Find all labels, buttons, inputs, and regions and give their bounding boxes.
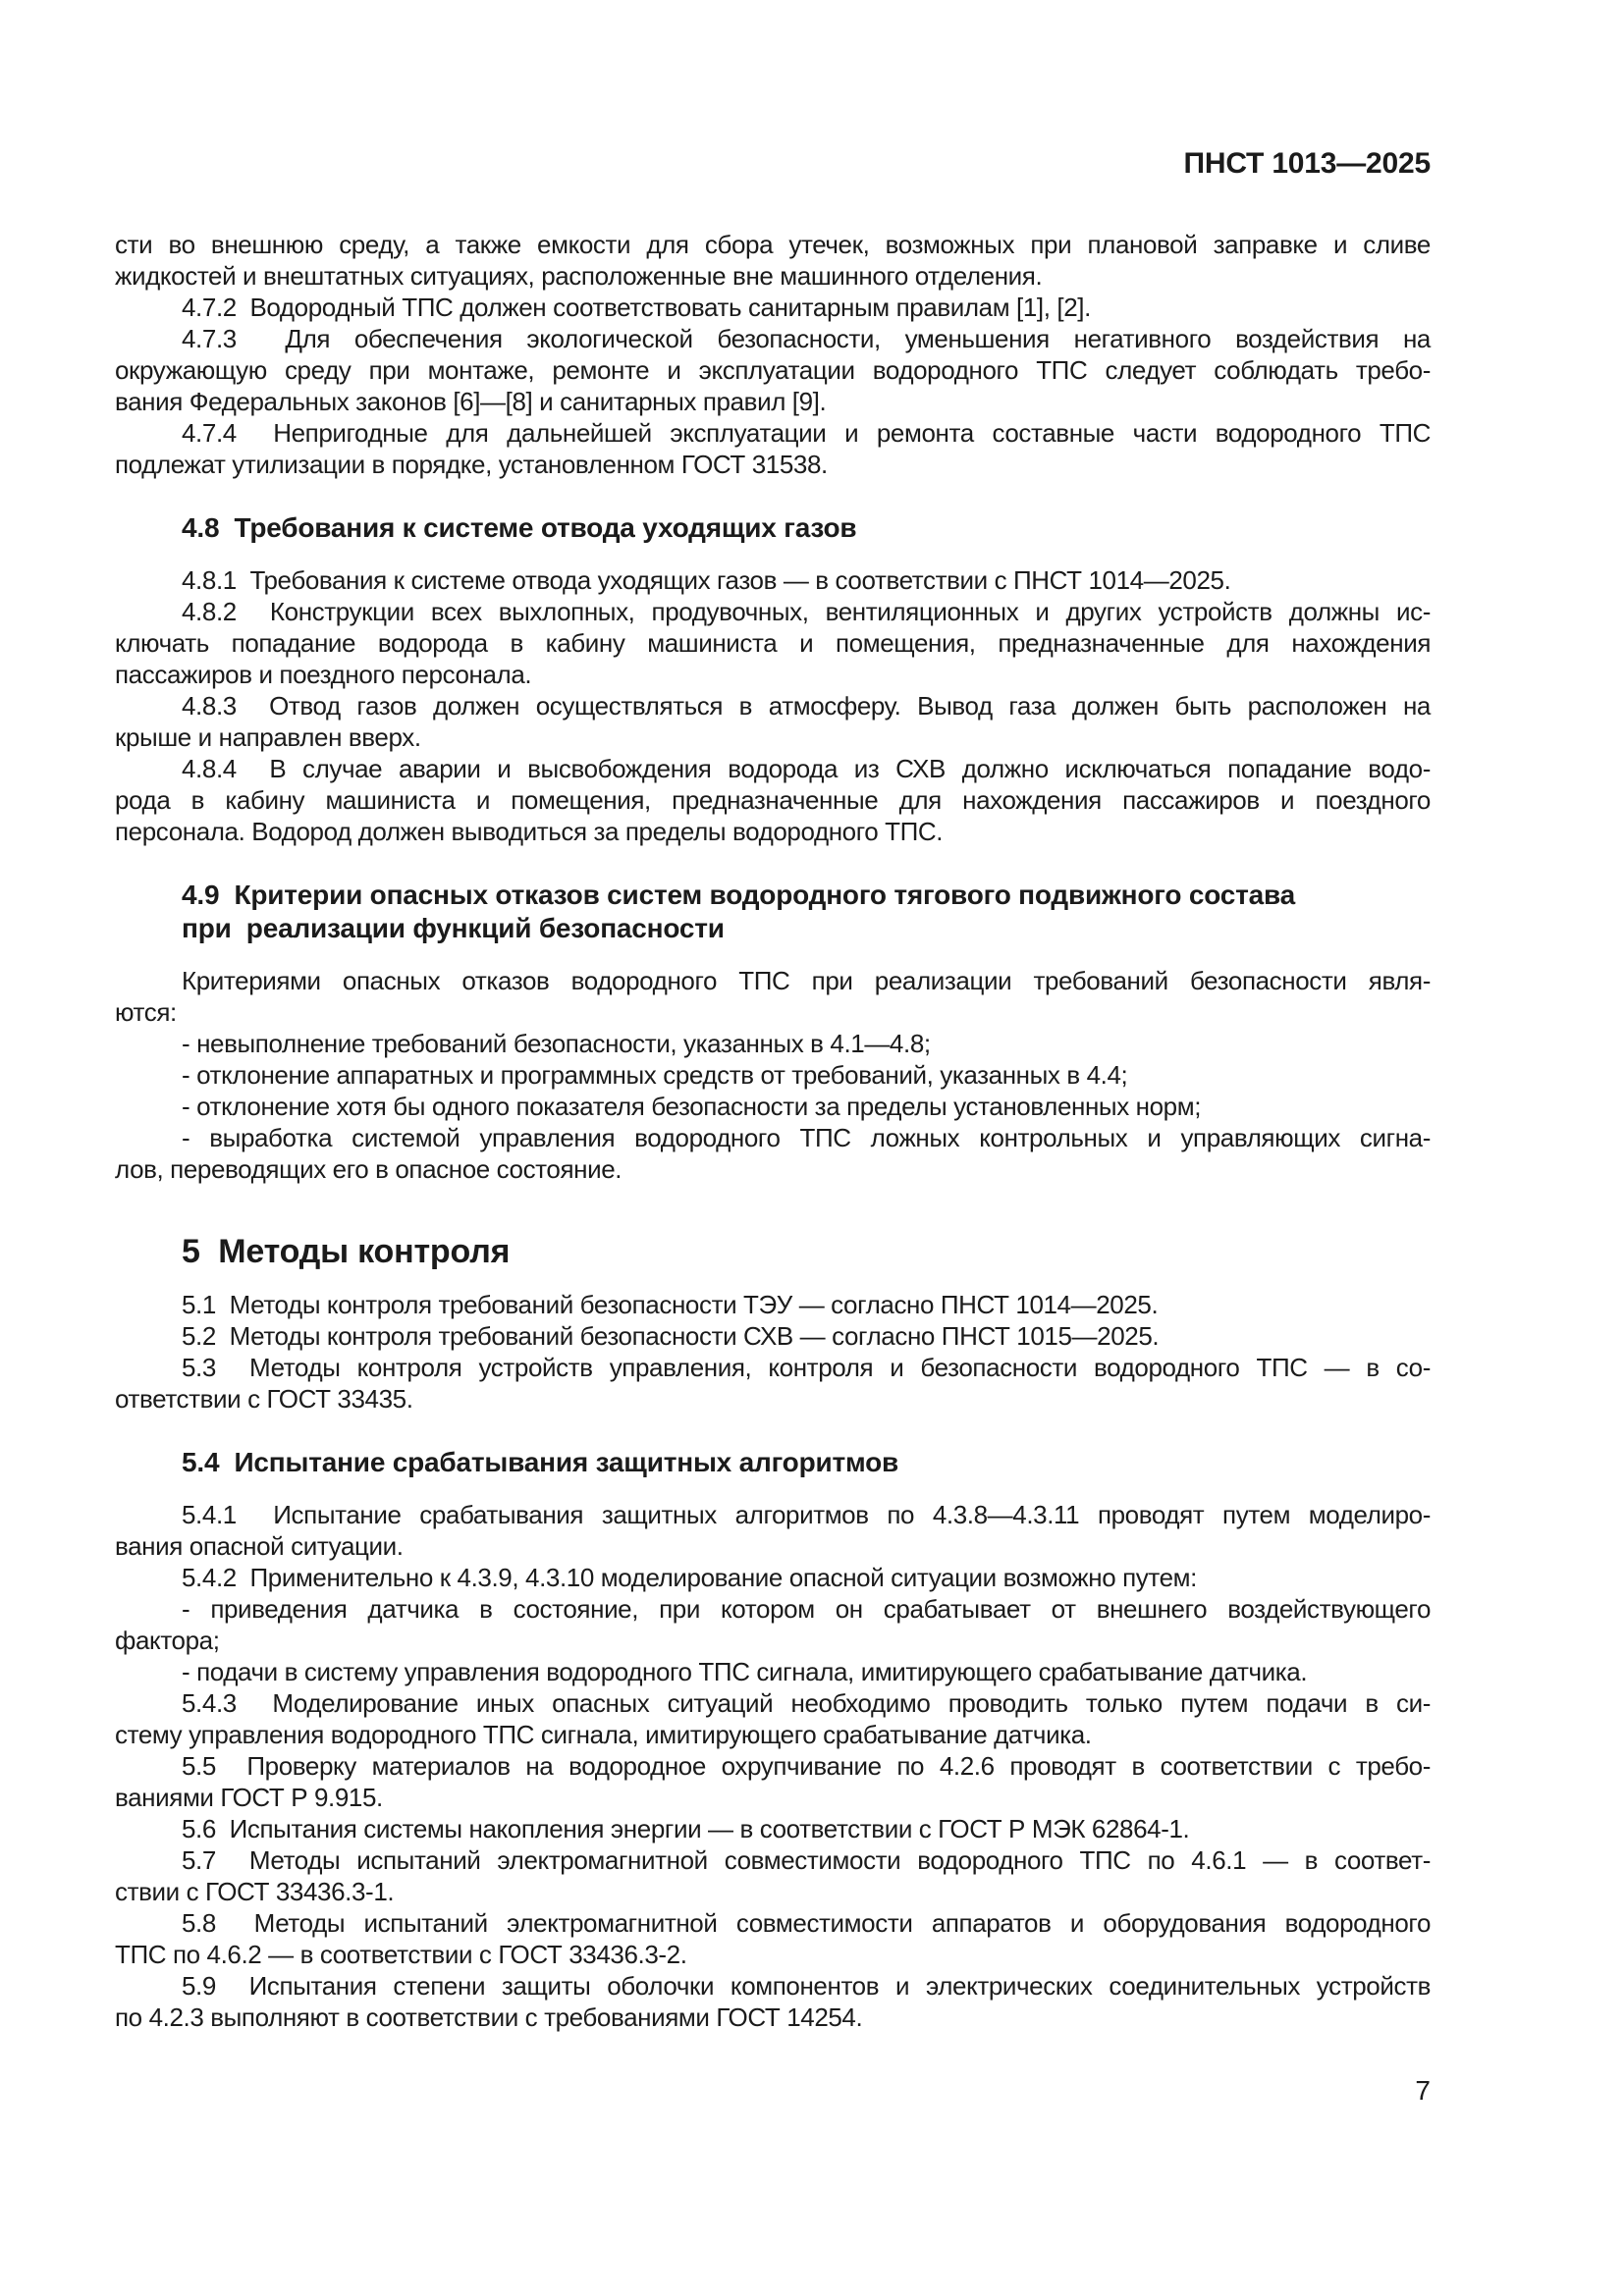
paragraph bbox=[115, 417, 1431, 480]
paragraph bbox=[115, 1122, 1431, 1185]
paragraph bbox=[115, 1593, 1431, 1656]
paragraph bbox=[115, 229, 1431, 292]
paragraph bbox=[115, 690, 1431, 753]
text-line: вания Федеральных законов [6]—[8] и санитарных правил [9]. bbox=[115, 387, 827, 416]
text-line: - отклонение аппаратных и программных средств от требований, указанных в 4.4; bbox=[182, 1060, 1128, 1090]
page-number: 7 bbox=[1415, 2075, 1431, 2106]
section-heading bbox=[115, 1232, 1431, 1271]
text-line: 5.6 Испытания системы накопления энергии — в соответствии с ГОСТ Р МЭК 62864-1. bbox=[182, 1814, 1190, 1843]
paragraph bbox=[115, 1091, 1431, 1122]
text-line: жидкостей и внештатных ситуациях, расположенные вне машинного отделения. bbox=[115, 261, 1043, 291]
text-line: - выработка системой управления водородного ТПС ложных контрольных и управляющих сигна- bbox=[182, 1123, 1431, 1152]
text-line: 5.9 Испытания степени защиты оболочки компонентов и электрических соединительных устройств bbox=[182, 1971, 1431, 2001]
text-line: крыше и направлен вверх. bbox=[115, 722, 421, 752]
section-heading bbox=[115, 511, 1431, 545]
document-code-header: ПНСТ 1013—2025 bbox=[1183, 147, 1431, 180]
text-line: 5.4 Испытание срабатывания защитных алгоритмов bbox=[182, 1447, 899, 1477]
paragraph bbox=[115, 564, 1431, 596]
text-line: сти во внешнюю среду, а также емкости для сбора утечек, возможных при плановой заправке и сливе bbox=[115, 230, 1431, 259]
text-line: 5.2 Методы контроля требований безопасности СХВ — согласно ПНСТ 1015—2025. bbox=[182, 1321, 1160, 1351]
text-line: 5.5 Проверку материалов на водородное охрупчивание по 4.2.6 проводят в соответствии с требо- bbox=[182, 1751, 1431, 1781]
text-line: 5.7 Методы испытаний электромагнитной совместимости водородного ТПС по 4.6.1 — в соответ- bbox=[182, 1845, 1431, 1875]
paragraph bbox=[115, 292, 1431, 323]
section-heading bbox=[115, 1446, 1431, 1479]
text-line: фактора; bbox=[115, 1626, 220, 1655]
text-line: - отклонение хотя бы одного показателя безопасности за пределы установленных норм; bbox=[182, 1092, 1202, 1121]
paragraph bbox=[115, 1028, 1431, 1059]
paragraph bbox=[115, 1687, 1431, 1750]
text-line: ТПС по 4.6.2 — в соответствии с ГОСТ 33436.3-2. bbox=[115, 1940, 687, 1969]
document-body bbox=[115, 229, 1431, 2033]
text-line: 4.7.4 Непригодные для дальнейшей эксплуатации и ремонта составные части водородного ТПС bbox=[182, 418, 1431, 448]
section-heading bbox=[115, 879, 1431, 945]
text-line: ствии с ГОСТ 33436.3-1. bbox=[115, 1877, 395, 1906]
text-line: вания опасной ситуации. bbox=[115, 1531, 404, 1561]
text-line: 4.8.3 Отвод газов должен осуществляться в атмосферу. Вывод газа должен быть расположен на bbox=[182, 691, 1431, 721]
text-line: 5.4.2 Применительно к 4.3.9, 4.3.10 моделирование опасной ситуации возможно путем: bbox=[182, 1563, 1197, 1592]
paragraph bbox=[115, 965, 1431, 1028]
text-line: ются: bbox=[115, 997, 177, 1027]
text-line: 4.7.3 Для обеспечения экологической безопасности, уменьшения негативного воздействия на bbox=[182, 324, 1431, 353]
paragraph bbox=[115, 1907, 1431, 1970]
text-line: по 4.2.3 выполняют в соответствии с требованиями ГОСТ 14254. bbox=[115, 2002, 863, 2032]
text-line: 5.4.1 Испытание срабатывания защитных алгоритмов по 4.3.8—4.3.11 проводят путем моделиро- bbox=[182, 1500, 1431, 1529]
paragraph bbox=[115, 1844, 1431, 1907]
text-line: - приведения датчика в состояние, при котором он срабатывает от внешнего воздействующего bbox=[182, 1594, 1431, 1624]
text-line: 5 Методы контроля bbox=[182, 1233, 511, 1270]
paragraph bbox=[115, 323, 1431, 417]
text-line: ответствии с ГОСТ 33435. bbox=[115, 1384, 413, 1414]
text-line: ваниями ГОСТ Р 9.915. bbox=[115, 1783, 383, 1812]
text-line: ключать попадание водорода в кабину машиниста и помещения, предназначенные для нахождения bbox=[115, 628, 1431, 658]
text-line: - невыполнение требований безопасности, указанных в 4.1—4.8; bbox=[182, 1029, 931, 1058]
text-line: 5.1 Методы контроля требований безопасности ТЭУ — согласно ПНСТ 1014—2025. bbox=[182, 1290, 1159, 1319]
paragraph bbox=[115, 753, 1431, 847]
paragraph bbox=[115, 1289, 1431, 1320]
text-line: 4.9 Критерии опасных отказов систем водородного тягового подвижного состава bbox=[182, 880, 1296, 910]
text-line: - подачи в систему управления водородного ТПС сигнала, имитирующего срабатывание датчика. bbox=[182, 1657, 1308, 1686]
text-line: при реализации функций безопасности bbox=[182, 913, 725, 943]
text-line: окружающую среду при монтаже, ремонте и эксплуатации водородного ТПС следует соблюдать требо- bbox=[115, 355, 1431, 385]
paragraph bbox=[115, 1320, 1431, 1352]
paragraph bbox=[115, 596, 1431, 690]
text-line: стему управления водородного ТПС сигнала, имитирующего срабатывание датчика. bbox=[115, 1720, 1092, 1749]
text-line: персонала. Водород должен выводиться за пределы водородного ТПС. bbox=[115, 817, 944, 846]
text-line: Критериями опасных отказов водородного ТПС при реализации требований безопасности явля- bbox=[182, 966, 1431, 995]
text-line: пассажиров и поездного персонала. bbox=[115, 660, 532, 689]
paragraph bbox=[115, 1352, 1431, 1415]
text-line: 5.3 Методы контроля устройств управления, контроля и безопасности водородного ТПС — в со- bbox=[182, 1353, 1431, 1382]
text-line: 5.8 Методы испытаний электромагнитной совместимости аппаратов и оборудования водородного bbox=[182, 1908, 1431, 1938]
text-line: 4.8.4 В случае аварии и высвобождения водорода из СХВ должно исключаться попадание водо- bbox=[182, 754, 1431, 783]
text-line: 4.8 Требования к системе отвода уходящих газов bbox=[182, 512, 857, 543]
paragraph bbox=[115, 1970, 1431, 2033]
paragraph bbox=[115, 1059, 1431, 1091]
paragraph bbox=[115, 1750, 1431, 1813]
paragraph bbox=[115, 1562, 1431, 1593]
paragraph bbox=[115, 1656, 1431, 1687]
paragraph bbox=[115, 1813, 1431, 1844]
text-line: 5.4.3 Моделирование иных опасных ситуаций необходимо проводить только путем подачи в си- bbox=[182, 1688, 1431, 1718]
text-line: рода в кабину машиниста и помещения, предназначенные для нахождения пассажиров и поездного bbox=[115, 785, 1431, 815]
paragraph bbox=[115, 1499, 1431, 1562]
text-line: лов, переводящих его в опасное состояние. bbox=[115, 1154, 623, 1184]
text-line: 4.7.2 Водородный ТПС должен соответствовать санитарным правилам [1], [2]. bbox=[182, 293, 1091, 322]
text-line: 4.8.1 Требования к системе отвода уходящих газов — в соответствии с ПНСТ 1014—2025. bbox=[182, 565, 1231, 595]
text-line: 4.8.2 Конструкции всех выхлопных, продувочных, вентиляционных и других устройств должны ис- bbox=[182, 597, 1431, 626]
text-line: подлежат утилизации в порядке, установленном ГОСТ 31538. bbox=[115, 450, 828, 479]
